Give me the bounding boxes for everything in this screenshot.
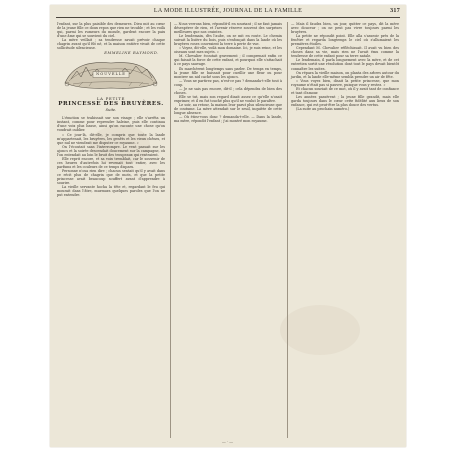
intro-paragraph: La mère veillait ; sa tendresse savait prévoir chaque chagrin avant qu'il fût né, et la maison entière vivait de cette sollicitude silencieuse. — [57, 38, 165, 51]
body-paragraph: — Vous ne partirez pas, n'est-ce pas ? demanda-t-elle tout à coup. — [174, 78, 282, 87]
article-title: PRINCESSE DES BRUYÈRES. — [58, 101, 164, 108]
body-paragraph: Le lendemain, il parla longuement avec la mère, et de cet entretien sortit une résolution dont tout le pays devait bientôt connaître les suites. — [291, 58, 399, 71]
body-paragraph: — Nous verrons bien, répondit-il en souriant ; il ne faut jamais désespérer de rien, et l'avenir réserve souvent des surprises meilleures que nos craintes. — [174, 22, 282, 35]
body-paragraph: Le soir, au retour, la maison leur parut plus silencieuse que de coutume. La mère attendait sur le seuil, inquiète de cette longue absence. — [174, 102, 282, 116]
body-paragraph: On l'écoutait sans l'interrompre. Le vent passait sur les ajoncs et la soirée descendait doucement sur la campagne, où l'on entendait au loin le bruit des troupeaux qui rentraient. — [57, 144, 165, 157]
body-paragraph: Et chacun souriait de ce mot, où il y avait tant de confiance et tant d'amour. — [291, 86, 399, 95]
body-paragraph: « Ce jour-là, dit-elle, je compris que toute la lande m'appartenait, les bruyères, les genêts et les vieux chênes, et que nul ne viendrait me disputer ce royaume. » — [57, 132, 165, 145]
body-paragraph: Ils marchèrent longtemps sans parler. De temps en temps, la jeune fille se baissait pour cueillir une fleur ou pour montrer un nid caché sous les ajoncs. — [174, 66, 282, 79]
body-paragraph: Les années passèrent ; la jeune fille grandit, mais elle garda toujours dans le cœur cette fidélité aux lieux de son enfance, qui est peut-être la plus douce des vertus. — [291, 94, 399, 107]
body-paragraph: « Vous voyez bien, disait la petite princesse, que mon royaume n'était pas si pauvre, puisque vous y restez. » — [291, 78, 399, 87]
header-rule — [56, 17, 400, 18]
column-right — [291, 22, 399, 111]
continuation-note: (La suite au prochain numéro.) — [296, 106, 350, 111]
journal-title: LA MODE ILLUSTRÉE, JOURNAL DE LA FAMILLE — [153, 8, 303, 14]
body-paragraph: On répara la vieille maison, on planta des arbres autour du jardin, et la lande elle-même sembla prendre un air de fête. — [291, 70, 399, 79]
column-left — [57, 22, 165, 197]
body-paragraph: L'émotion se trahissait sur son visage ; elle s'arrêta un instant, comme pour reprendre haleine, puis elle continua d'une voix plus basse, ainsi qu'on raconte une chose qu'on voudrait oublier. — [57, 116, 165, 133]
body-paragraph: M. Chevalier écoutait gravement ; il comprenait enfin ce qui faisait la force de cette enfant, et pourquoi elle s'attachait à ce pays sauvage. — [174, 54, 282, 67]
body-paragraph: — Où étiez-vous donc ? demanda-t-elle. — Dans la lande, ma mère, répondit l'enfant ; j'ai montré mon royaume. — [174, 115, 282, 124]
article-subtitle: Suite. — [105, 108, 117, 113]
body-paragraph: — Je ne sais pas encore, dit-il ; cela dépendra de bien des choses. — [174, 86, 282, 95]
nouvelle-vignette — [59, 57, 163, 93]
column-middle — [174, 22, 282, 123]
body-paragraph: Cependant M. Chevalier réfléchissait. Il avait vu bien des choses dans sa vie, mais rien ne l'avait ému comme la tendresse de cette enfant pour sa terre natale. — [291, 46, 399, 59]
column-divider — [287, 22, 288, 438]
body-paragraph: La petite ne répondit point. Elle alla s'asseoir près de la fenêtre et regarda longtemps le ciel où s'allumaient les premières étoiles. — [291, 34, 399, 47]
paper-stain — [280, 305, 360, 355]
article-kicker: LA PETITE — [96, 96, 126, 102]
body-paragraph: La vieille servante hocha la tête et, regardant le feu qui mourait dans l'âtre, murmura quelques paroles que l'on ne put entendre. — [57, 185, 165, 198]
body-paragraph: Le lendemain, dès l'aube, on se mit en route. Le chemin suivait la lisière du bois, puis s'enfonçait dans la lande où les bruyères roses couvraient la terre à perte de vue. — [174, 34, 282, 47]
magazine-page — [50, 5, 406, 447]
body-paragraph: Elle se tut, mais son regard disait assez ce qu'elle n'osait exprimer, et il en fut touché plus qu'il ne voulut le paraître. — [174, 94, 282, 103]
body-paragraph: Personne n'osa rien dire ; chacun sentait qu'il y avait dans ce récit plus de chagrin que de mots, et que la petite princesse avait beaucoup souffert avant d'apprendre à sourire. — [57, 168, 165, 186]
body-paragraph: Elle reprit encore, et sa voix tremblait, car le souvenir de ces heures d'autrefois lui revenait tout entier, avec les parfums et les couleurs de ce temps disparu. — [57, 156, 165, 169]
vignette-label: NOUVELLE — [96, 72, 126, 77]
page-number: 317 — [390, 8, 400, 14]
intro-paragraph: l'enfant, sur la plus paisible des demeures. Dieu mit au cœur de la jeune fille ce doux repos que rien ne trouble ; et les voilà qui, parmi les rumeurs du monde, gardent encore la paix d'une âme qui se souvient du ciel. — [57, 22, 165, 39]
footer-mark: —·— — [221, 439, 235, 444]
author-signature: EMMELINE RAYMOND. — [104, 51, 159, 56]
running-header — [56, 8, 400, 17]
body-paragraph: — Mais il faudra bien, un jour, quitter ce pays, dit la mère avec douceur ; on ne peut pas vivre toujours parmi les bruyères. — [291, 22, 399, 35]
column-divider — [170, 22, 171, 438]
body-paragraph: « Voyez, dit-elle, voilà mon domaine. Ici, je suis reine, et les oiseaux sont mes sujets. » — [174, 46, 282, 55]
article-heading — [57, 96, 165, 113]
